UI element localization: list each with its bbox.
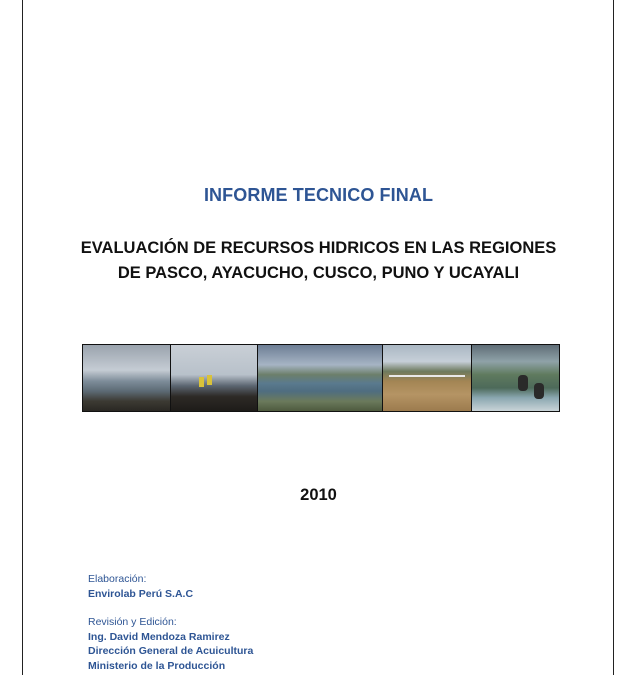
shoreline-workers-photo: [171, 345, 259, 411]
revision-line: Ministerio de la Producción: [88, 659, 226, 672]
revision-line: Dirección General de Acuicultura: [88, 645, 254, 657]
pond-walkway: [389, 375, 466, 377]
page-right-border: [613, 0, 614, 675]
report-year: 2010: [300, 486, 337, 504]
photo-strip: [82, 344, 560, 412]
revision-heading: Revisión y Edición:: [88, 616, 177, 628]
page-left-border: [22, 0, 23, 675]
worker-figure: [207, 375, 212, 385]
person-figure: [534, 383, 544, 399]
worker-figure: [199, 377, 204, 387]
lake-valley-photo: [258, 345, 382, 411]
title-line-1: EVALUACIÓN DE RECURSOS HIDRICOS EN LAS REGIONES: [80, 239, 557, 257]
title-line-2: DE PASCO, AYACUCHO, CUSCO, PUNO Y UCAYALI: [117, 264, 520, 282]
fish-pond-photo: [383, 345, 473, 411]
report-title: [0, 236, 637, 286]
report-label: INFORME TECNICO FINAL: [203, 185, 434, 205]
elaboracion-value: Envirolab Perú S.A.C: [88, 587, 194, 600]
boat-crew-photo: [472, 345, 559, 411]
revision-line: Ing. David Mendoza Ramirez: [88, 630, 230, 643]
credits-block: [88, 572, 253, 673]
elaboracion-heading: Elaboración:: [88, 573, 147, 585]
person-figure: [518, 375, 528, 391]
lake-photo: [83, 345, 171, 411]
